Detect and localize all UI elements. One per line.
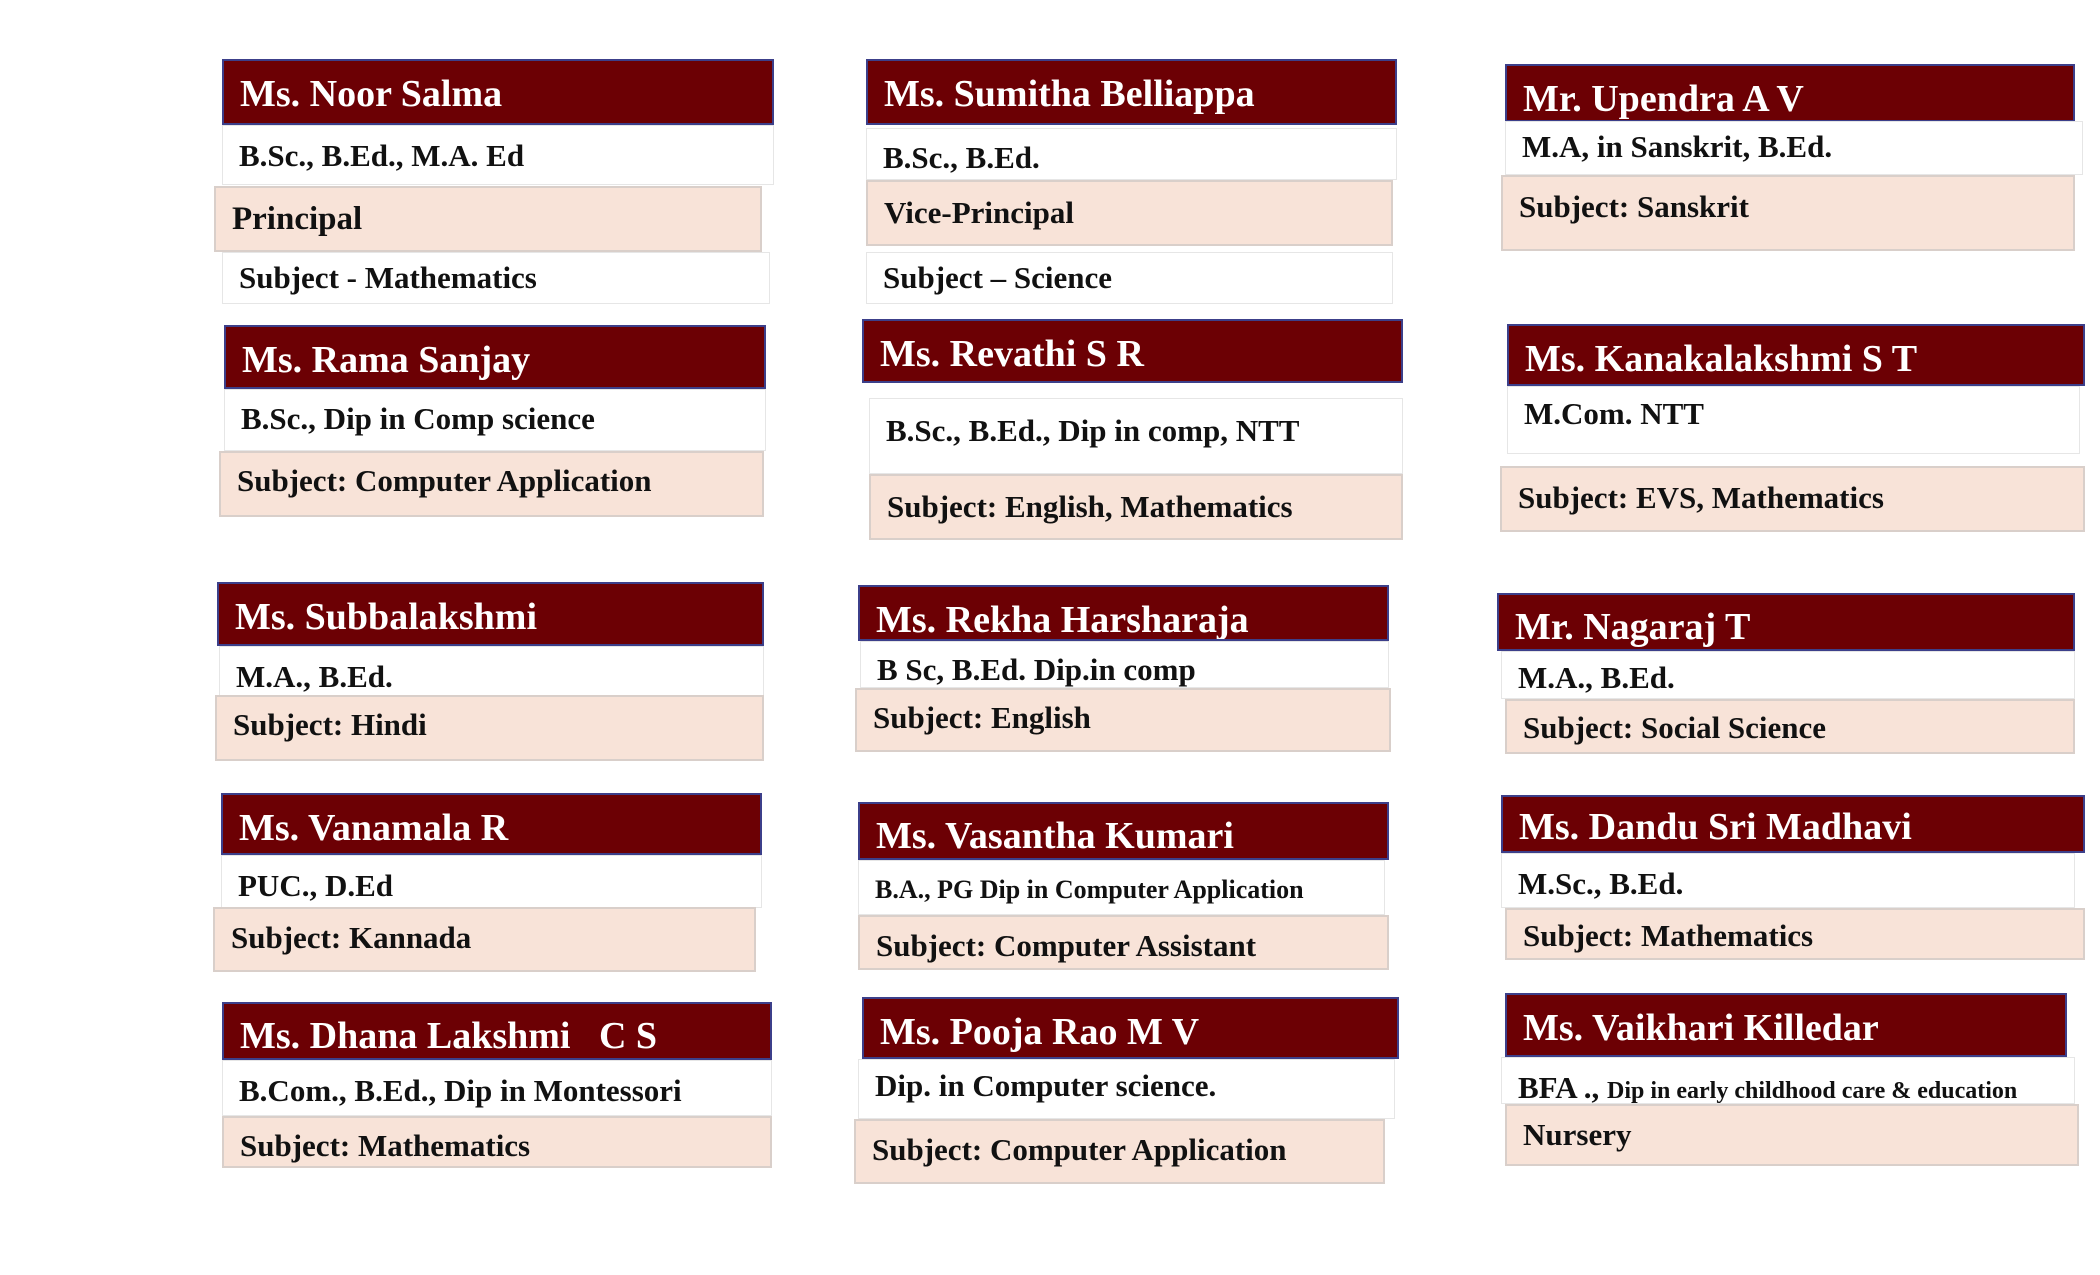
- staff-qualification: M.Sc., B.Ed.: [1501, 853, 2075, 908]
- staff-name: Mr. Nagaraj T: [1497, 593, 2075, 651]
- staff-subject: Subject - Mathematics: [222, 252, 770, 304]
- staff-subject: Subject: Hindi: [215, 695, 764, 761]
- staff-qualification: B.Sc., B.Ed., Dip in comp, NTT: [869, 398, 1403, 474]
- staff-qualification: M.A., B.Ed.: [219, 646, 764, 696]
- staff-name: Ms. Vaikhari Killedar: [1505, 993, 2067, 1057]
- staff-qualification: Dip. in Computer science.: [858, 1059, 1395, 1119]
- staff-subject: Subject: Sanskrit: [1501, 175, 2075, 251]
- qualification-degree: BFA .,: [1518, 1070, 1600, 1104]
- staff-qualification: M.A, in Sanskrit, B.Ed.: [1505, 121, 2083, 175]
- staff-role: Vice-Principal: [866, 180, 1393, 246]
- staff-qualification: [1501, 1057, 2075, 1104]
- qualification-detail: Dip in early childhood care & education: [1607, 1078, 2018, 1104]
- staff-subject: Subject – Science: [866, 252, 1393, 304]
- staff-name: Ms. Vasantha Kumari: [858, 802, 1389, 860]
- staff-name: Ms. Pooja Rao M V: [862, 997, 1399, 1059]
- staff-qualification: B.Sc., Dip in Comp science: [224, 389, 766, 451]
- staff-name: Ms. Vanamala R: [221, 793, 762, 855]
- staff-subject: Subject: Mathematics: [1505, 908, 2085, 960]
- staff-name: Ms. Revathi S R: [862, 319, 1403, 383]
- staff-qualification: B.Sc., B.Ed., M.A. Ed: [222, 125, 774, 185]
- staff-name: Ms. Kanakalakshmi S T: [1507, 324, 2085, 386]
- staff-subject: Subject: Kannada: [213, 907, 756, 972]
- staff-role: Principal: [214, 186, 762, 252]
- staff-qualification: B.A., PG Dip in Computer Application: [858, 860, 1385, 915]
- staff-qualification: B.Com., B.Ed., Dip in Montessori: [222, 1060, 772, 1116]
- staff-subject: Subject: Computer Assistant: [858, 915, 1389, 970]
- staff-name: Ms. Rekha Harsharaja: [858, 585, 1389, 641]
- staff-subject: Subject: Computer Application: [854, 1119, 1385, 1184]
- staff-subject: Nursery: [1505, 1104, 2079, 1166]
- staff-qualification: B.Sc., B.Ed.: [866, 128, 1397, 180]
- staff-name: Ms. Sumitha Belliappa: [866, 59, 1397, 125]
- staff-name: Mr. Upendra A V: [1505, 64, 2075, 122]
- staff-qualification: PUC., D.Ed: [221, 855, 762, 908]
- staff-qualification: M.A., B.Ed.: [1501, 651, 2075, 699]
- staff-qualification: M.Com. NTT: [1507, 386, 2080, 454]
- staff-name: Ms. Dandu Sri Madhavi: [1501, 795, 2085, 853]
- staff-qualification: B Sc, B.Ed. Dip.in comp: [860, 641, 1389, 688]
- staff-subject: Subject: English, Mathematics: [869, 474, 1403, 540]
- staff-subject: Subject: Mathematics: [222, 1116, 772, 1168]
- staff-name: Ms. Subbalakshmi: [217, 582, 764, 646]
- staff-subject: Subject: Social Science: [1505, 699, 2075, 754]
- staff-name: Ms. Dhana Lakshmi C S: [222, 1002, 772, 1060]
- staff-subject: Subject: English: [855, 688, 1391, 752]
- staff-name: Ms. Rama Sanjay: [224, 325, 766, 389]
- staff-subject: Subject: Computer Application: [219, 451, 764, 517]
- staff-subject: Subject: EVS, Mathematics: [1500, 466, 2085, 532]
- staff-name: Ms. Noor Salma: [222, 59, 774, 125]
